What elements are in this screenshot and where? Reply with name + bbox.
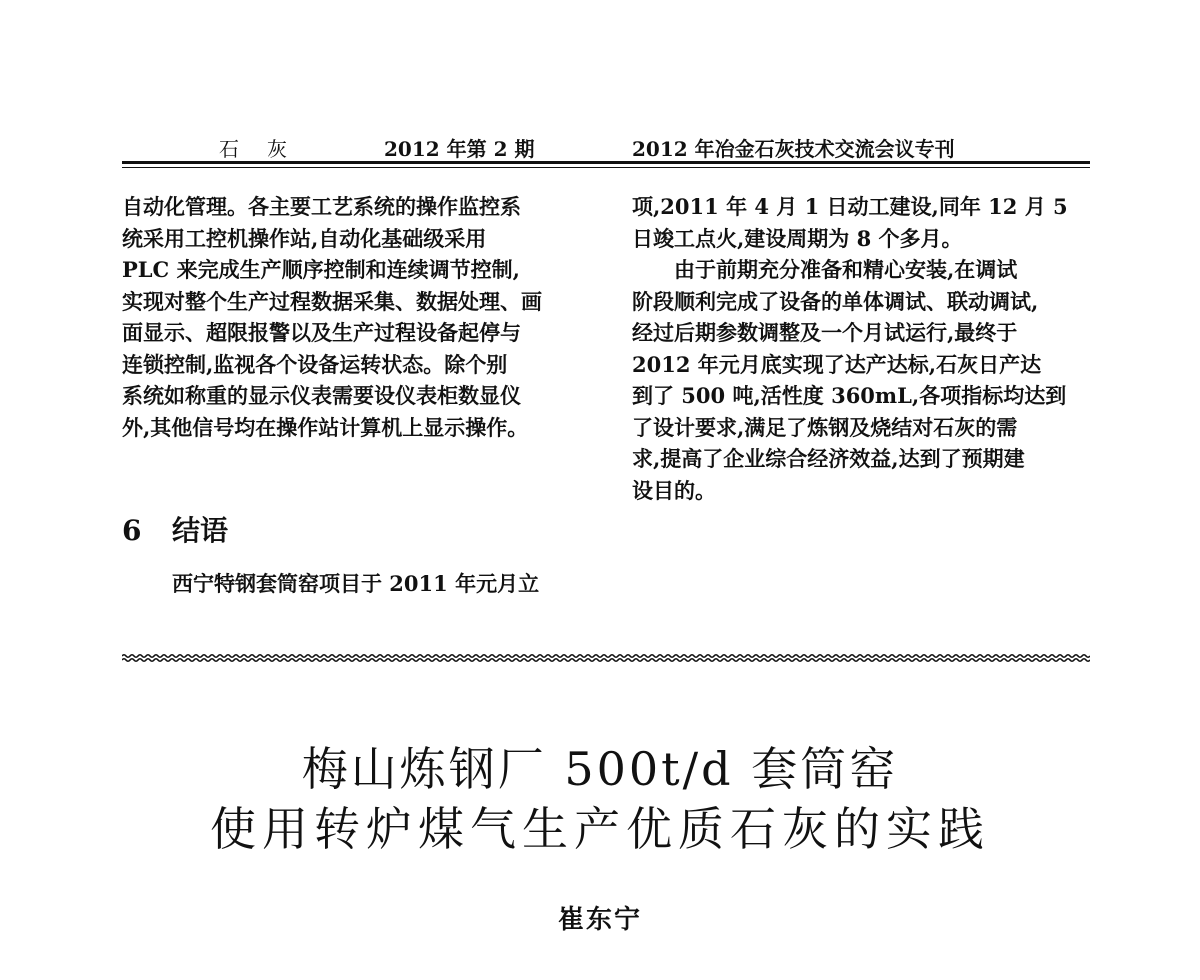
text-line: 2012 年元月底实现了达产达标,石灰日产达 — [632, 351, 1042, 377]
section-heading — [122, 509, 228, 549]
text-line: 连锁控制,监视各个设备运转状态。除个别 — [122, 351, 508, 377]
text-line: 求,提高了企业综合经济效益,达到了预期建 — [632, 446, 1025, 471]
text-line: 外,其他信号均在操作站计算机上显示操作。 — [122, 414, 529, 440]
running-header-issue: 2012 年第 2 期 — [384, 137, 535, 161]
text-line: 设目的。 — [632, 477, 716, 503]
section-title: 结语 — [172, 514, 229, 547]
running-header-journal: 石灰 — [219, 137, 315, 161]
text-line: 了设计要求,满足了炼钢及烧结对石灰的需 — [632, 414, 1018, 440]
article-author: 崔东宁 — [557, 905, 642, 935]
text-line: 到了 500 吨,活性度 360mL,各项指标均达到 — [632, 383, 1067, 408]
text-line: 系统如称重的显示仪表需要设仪表柜数显仪 — [122, 383, 521, 408]
text-line: PLC 来完成生产顺序控制和连续调节控制, — [122, 257, 520, 282]
article-title-line-1: 梅山炼钢厂 500t/d 套筒窑 — [301, 742, 899, 796]
text-line: 阶段顺利完成了设备的单体调试、联动调试, — [632, 288, 1039, 314]
wavy-divider — [122, 652, 1090, 664]
header-rule-thin — [122, 167, 1090, 168]
header-rule-thick — [122, 161, 1090, 164]
text-line: 自动化管理。各主要工艺系统的操作监控系 — [122, 194, 521, 219]
text-line: 日竣工点火,建设周期为 8 个多月。 — [632, 225, 963, 251]
text-line: 统采用工控机操作站,自动化基础级采用 — [122, 225, 487, 251]
text-line: 项,2011 年 4 月 1 日动工建设,同年 12 月 5 — [632, 194, 1068, 219]
left-column-text — [122, 191, 542, 443]
text-line: 面显示、超限报警以及生产过程设备起停与 — [122, 320, 521, 345]
wavy-line-top — [122, 655, 1090, 658]
wavy-line-bottom — [122, 659, 1090, 662]
section-number: 6 — [122, 514, 142, 547]
text-line: 经过后期参数调整及一个月试运行,最终于 — [632, 320, 1018, 345]
article-title-line-2: 使用转炉煤气生产优质石灰的实践 — [210, 802, 990, 856]
text-line: 实现对整个生产过程数据采集、数据处理、画 — [122, 288, 542, 314]
right-column-text — [632, 191, 1068, 506]
section-body-first-line: 西宁特钢套筒窑项目于 2011 年元月立 — [172, 571, 540, 596]
running-header-special-issue: 2012 年冶金石灰技术交流会议专刊 — [632, 137, 955, 161]
text-line: 由于前期充分准备和精心安装,在调试 — [632, 257, 1018, 282]
